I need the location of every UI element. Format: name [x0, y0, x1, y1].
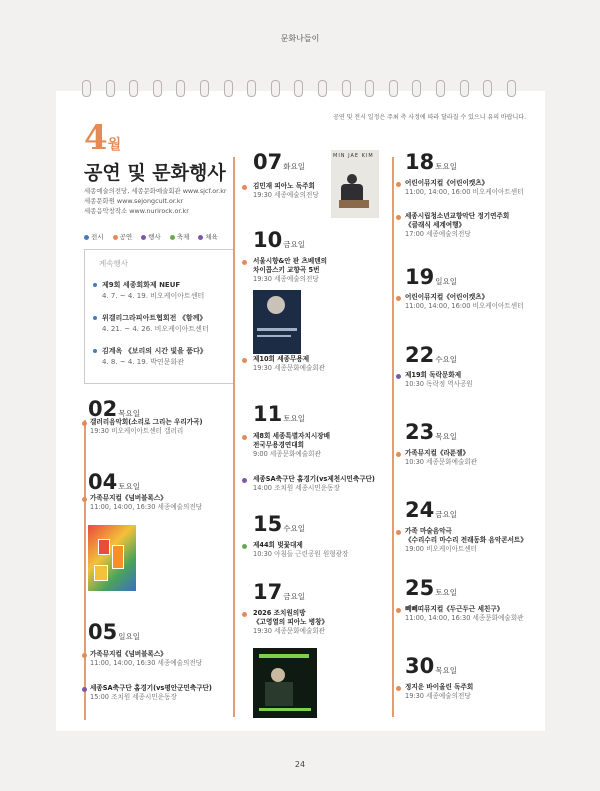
venue-line: 세종문화원 www.sejongcult.or.kr	[84, 197, 184, 205]
venue-line: 세종음악창작소 www.nurirock.or.kr	[84, 207, 189, 215]
page-title: 공연 및 문화행사	[84, 162, 226, 184]
month-heading	[84, 118, 121, 158]
binder-ring	[318, 80, 327, 97]
binder-ring	[82, 80, 91, 97]
day-02: 02목요일	[88, 397, 140, 421]
event: 제44회 벚꽃대제 10:30 아침들 근린공원 원형광장	[253, 541, 349, 558]
binder-ring	[294, 80, 303, 97]
event: 어린이뮤지컬《어린이캣츠》 11:00, 14:00, 16:00 비오케이아트센터	[405, 179, 524, 196]
event: 2026 조치원의방 《고영열의 피아노 병창》 19:30 세종문화예술회관	[253, 609, 329, 635]
dot-performance	[82, 497, 87, 502]
binder-ring	[460, 80, 469, 97]
event: 제10회 세종무용제 19:30 세종문화예술회관	[253, 355, 326, 372]
timeline-line-right	[392, 157, 394, 717]
binder-ring	[507, 80, 516, 97]
continuing-item: 위갤리그라피아트협회전 《함께》 4. 21. ~ 4. 26. 비오케이아트센터	[93, 313, 209, 334]
day-10: 10금요일	[253, 228, 305, 252]
dot-performance	[242, 358, 247, 363]
day-04: 04토요일	[88, 470, 140, 494]
binder-ring	[342, 80, 351, 97]
event: 가족 마술음악극 《수리수리 마수리 전래동화 음악콘서트》 19:00 비오케이아트센터	[405, 527, 527, 553]
binder-ring	[176, 80, 185, 97]
day-07: 07화요일	[253, 150, 305, 174]
dot-performance	[396, 182, 401, 187]
dot-sports	[82, 687, 87, 692]
continuing-events-box	[84, 249, 234, 384]
timeline-line-left	[84, 420, 86, 720]
category-legend	[84, 232, 218, 241]
timeline-line-center	[233, 157, 235, 717]
continuing-title: 계속행사	[99, 259, 128, 268]
day-25: 25토요일	[405, 576, 457, 600]
seoul-phil-poster	[253, 290, 301, 354]
legend-festival: 축제	[170, 232, 190, 241]
legend-exhibition: 전시	[84, 232, 104, 241]
continuing-item: 제9회 세종회화제 NEUF 4. 7. ~ 4. 19. 비오케이아트센터	[93, 280, 204, 301]
day-11: 11토요일	[253, 402, 305, 426]
dot-performance	[242, 612, 247, 617]
schedule-notice: 공연 및 전시 일정은 주최 측 사정에 따라 달라질 수 있으니 유의 바랍니다.	[333, 114, 526, 121]
event: 세종SA축구단 홈경기(vs제천시민축구단) 14:00 조치원 세종시민운동장	[253, 475, 375, 492]
dot-performance	[396, 215, 401, 220]
event: 가족뮤지컬《넘버블록스》 11:00, 14:00, 16:30 세종예술의전당	[90, 650, 203, 667]
event: 김민재 피아노 독주회 19:30 세종예술의전당	[253, 182, 319, 199]
dot-performance	[396, 296, 401, 301]
dot-performance	[396, 686, 401, 691]
day-15: 15수요일	[253, 512, 305, 536]
header-title: 문화나들이	[280, 34, 320, 43]
binder-ring	[247, 80, 256, 97]
dot-performance	[82, 653, 87, 658]
event: 세종SA축구단 홈경기(vs평안군민축구단) 15:00 조치원 세종시민운동장	[90, 684, 212, 701]
day-18: 18토요일	[405, 150, 457, 174]
binder-rings	[56, 80, 545, 102]
event: 어린이뮤지컬《어린이캣츠》 11:00, 14:00, 16:00 비오케이아트센터	[405, 293, 524, 310]
event: 가족뮤지컬《라푼젤》 10:30 세종문화예술회관	[405, 449, 478, 466]
day-05: 05일요일	[88, 620, 140, 644]
binder-ring	[224, 80, 233, 97]
day-19: 19일요일	[405, 265, 457, 289]
dot-performance	[396, 452, 401, 457]
event: 서울시향&안 판 츠베덴의 차이콥스키 교향곡 5번 19:30 세종예술의전당	[253, 257, 328, 283]
dot-performance	[242, 435, 247, 440]
dot-sports	[242, 478, 247, 483]
binder-ring	[389, 80, 398, 97]
event: 뻬뻬띠뮤지컬《두근두근 세친구》 11:00, 14:00, 16:30 세종문화예술회관	[405, 605, 524, 622]
day-22: 22수요일	[405, 343, 457, 367]
dot-festival	[242, 544, 247, 549]
day-17: 17금요일	[253, 580, 305, 604]
event: 세종시립청소년교향악단 정기연주회 《클래식 세계여행》 17:00 세종예술의전당	[405, 212, 510, 238]
binder-ring	[483, 80, 492, 97]
binder-ring	[412, 80, 421, 97]
binder-ring	[106, 80, 115, 97]
event: 제19회 독락문화제 10:30 독락정 역사공원	[405, 371, 473, 388]
event: 제8회 세종특별자치시장배 전국무용경연대회 9:00 세종문화예술회관	[253, 432, 330, 458]
month-unit: 월	[107, 137, 122, 153]
legend-performance: 공연	[113, 232, 133, 241]
venue-list	[84, 186, 227, 216]
numberblocks-poster	[88, 525, 136, 591]
dot-performance	[242, 185, 247, 190]
dot-performance	[396, 530, 401, 535]
month-number: 4	[84, 118, 108, 158]
binder-ring	[365, 80, 374, 97]
binder-ring	[436, 80, 445, 97]
dot-performance	[396, 608, 401, 613]
binder-ring	[153, 80, 162, 97]
day-23: 23목요일	[405, 420, 457, 444]
binder-ring	[129, 80, 138, 97]
binder-ring	[271, 80, 280, 97]
event: 갤러리음악회(소리로 그리는 우리가곡) 19:30 비오케이아트센터 갤러리	[90, 418, 203, 435]
goyoungyeol-poster	[253, 648, 317, 718]
dot-performance	[82, 421, 87, 426]
event: 가족뮤지컬《넘버블록스》 11:00, 14:00, 16:30 세종예술의전당	[90, 494, 203, 511]
continuing-item: 김계옥 《보리의 시간 빛을 품다》 4. 8. ~ 4. 19. 박연문화관	[93, 346, 207, 367]
dot-event	[396, 374, 401, 379]
legend-sports: 체육	[198, 232, 218, 241]
dot-performance	[242, 260, 247, 265]
day-30: 30목요일	[405, 654, 457, 678]
legend-event: 행사	[141, 232, 161, 241]
venue-line: 세종예술의전당, 세종문화예술회관 www.sjcf.or.kr	[84, 187, 227, 195]
binder-ring	[200, 80, 209, 97]
minjae-kim-poster: MIN JAE KIM	[331, 150, 379, 218]
day-24: 24금요일	[405, 498, 457, 522]
page-number: 24	[294, 760, 306, 769]
event: 정지운 바이올린 독주회 19:30 세종예술의전당	[405, 683, 474, 700]
